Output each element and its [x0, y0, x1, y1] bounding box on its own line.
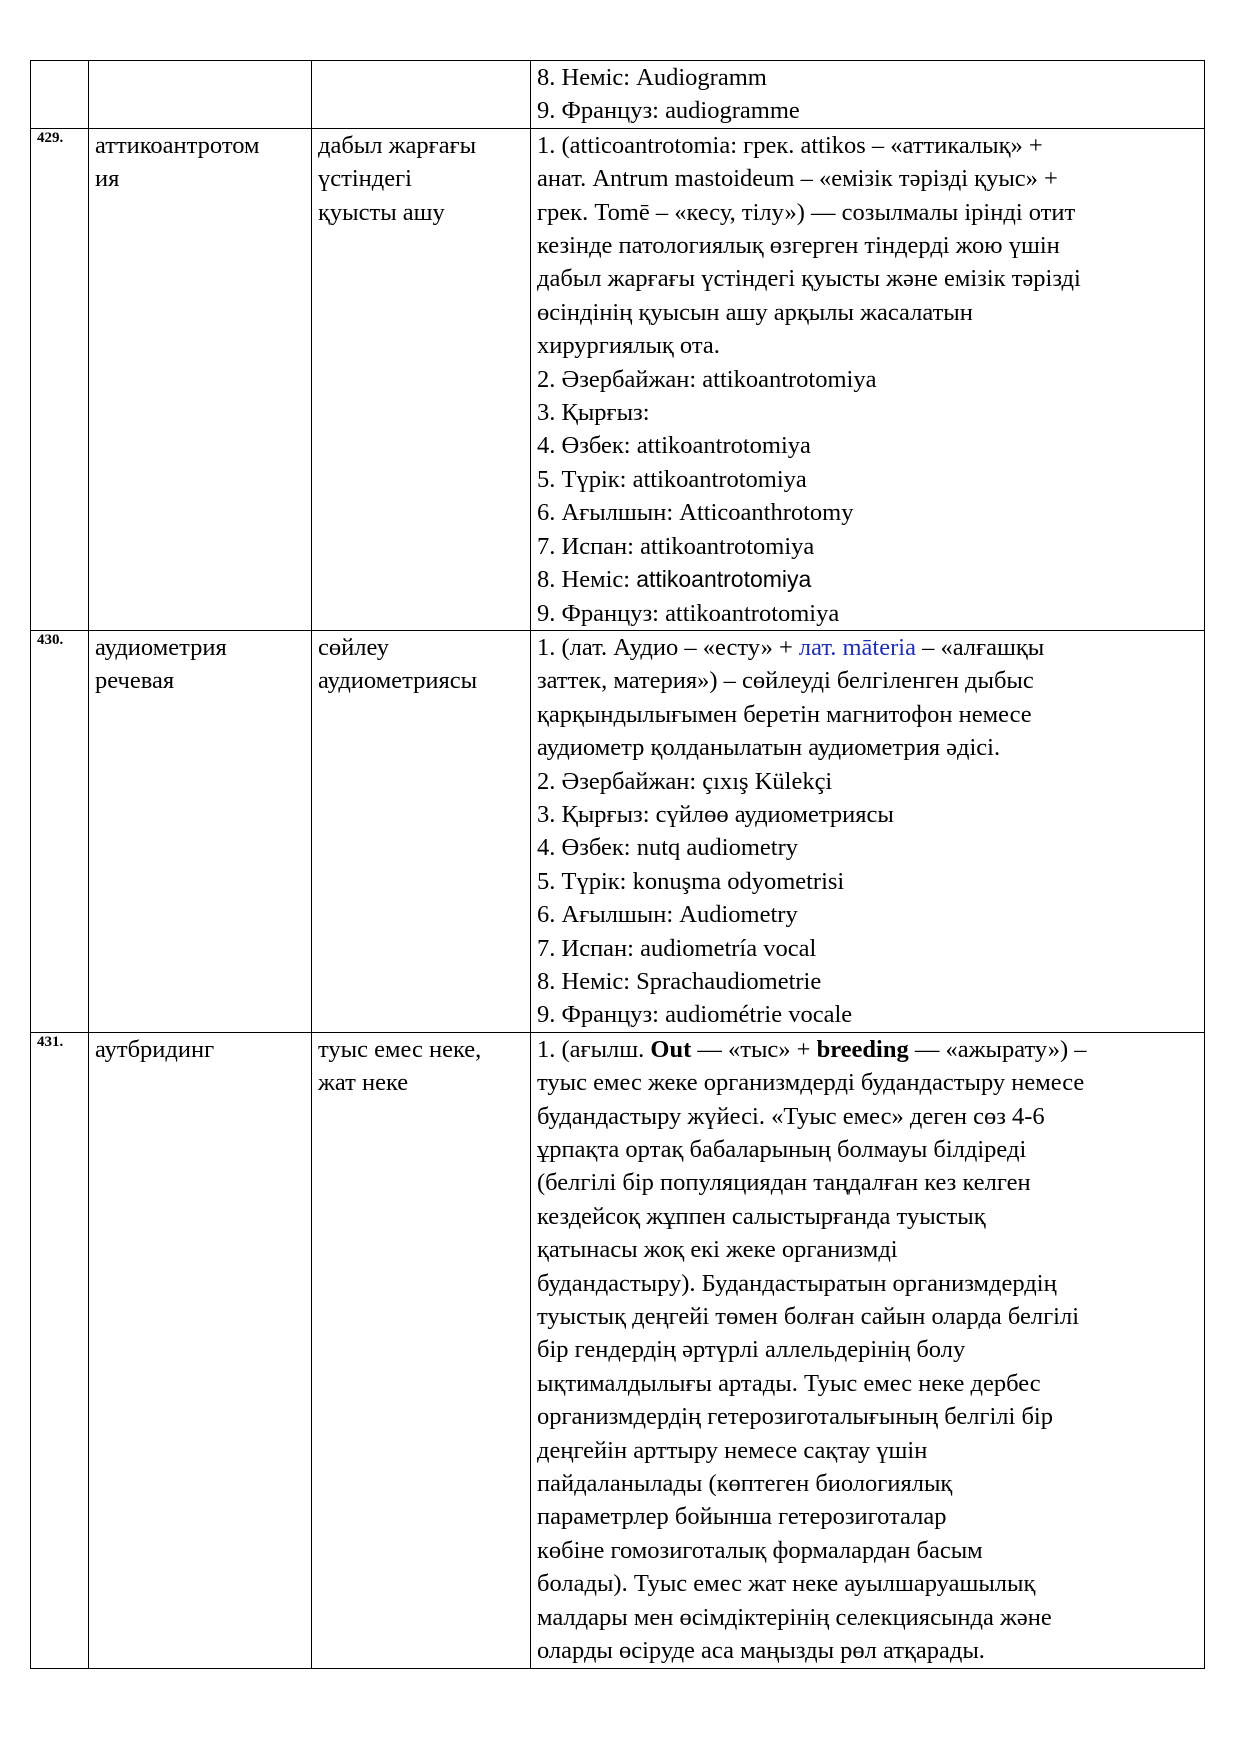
definition-line: 4. Өзбек: attikoantrotomiya: [537, 432, 811, 460]
definition-line: 3. Қырғыз: сүйлөө аудиометриясы: [537, 800, 894, 828]
definition-text: 1. (ағылш.: [537, 1035, 651, 1063]
definition-line: пайдаланылады (көптеген биологиялық: [537, 1470, 953, 1498]
definition-line: хирургиялық ота.: [537, 332, 720, 360]
definition-line: параметрлер бойынша гетерозиготалар: [537, 1503, 947, 1531]
entry-number: 430.: [37, 631, 64, 648]
definition-line: организмдердің гетерозиготалығының белгілі бір: [537, 1403, 1053, 1431]
kazakh-term-line: үстіндегі: [318, 165, 412, 193]
definition-line: 6. Ағылшын: Atticoanthrotomy: [537, 499, 854, 527]
definition-line: өсіндінің қуысын ашу арқылы жасалатын: [537, 298, 973, 326]
definition-line: 5. Түрік: konuşma odyometrisi: [537, 867, 845, 895]
term-line: аудиометрия: [95, 633, 227, 661]
entry-number: 431.: [37, 1033, 64, 1050]
definition-text: — «тыс» +: [691, 1035, 817, 1063]
definition-line: туыстық деңгейі төмен болған сайын оларда белгілі: [537, 1303, 1080, 1331]
definition-line: 2. Әзербайжан: çıxış Külekçi: [537, 767, 833, 795]
term-cell: [89, 61, 312, 129]
definition-line: (белгілі бір популяциядан таңдалған кез келген: [537, 1169, 1031, 1197]
definition-line: ықтималдылығы артады. Туыс емес неке дербес: [537, 1369, 1041, 1397]
entry-number-cell: [31, 128, 89, 630]
definition-line: дабыл жарғағы үстіндегі қуысты және емізік тәрізді: [537, 265, 1081, 293]
kazakh-term-line: жат неке: [318, 1069, 409, 1097]
term-cell: [89, 630, 312, 1032]
definition-line: 8. Неміс: Sprachaudiometrie: [537, 967, 822, 995]
dictionary-page: [30, 60, 1204, 1669]
definition-line: кездейсоқ жұппен салыстырғанда туыстық: [537, 1202, 986, 1230]
definition-line: 1. (atticoantrotomia: грек. attikos – «аттикалық» +: [537, 131, 1043, 159]
definition-line: [537, 563, 1198, 596]
definition-line: 3. Қырғыз:: [537, 399, 650, 427]
kazakh-term-line: аудиометриясы: [318, 667, 478, 695]
term-line: аттикоантротом: [95, 131, 260, 159]
language-label: 8. Неміс:: [537, 566, 637, 594]
entry-number: 429.: [37, 129, 64, 146]
definition-cell: [531, 1032, 1205, 1668]
latin-term-highlight: лат. māteria: [798, 633, 916, 661]
definition-line: грек. Tomē – «кесу, тілу») — созылмалы ірінді отит: [537, 198, 1076, 226]
definition-line: оларды өсіруде аса маңызды рөл атқарады.: [537, 1637, 985, 1665]
definition-line: 4. Өзбек: nutq audiometry: [537, 834, 798, 862]
table-row: [31, 1032, 1205, 1668]
definition-line: будандастыру). Будандастыратын организмдердің: [537, 1269, 1057, 1297]
kazakh-term-line: қуысты ашу: [318, 198, 445, 226]
definition-line: туыс емес жеке организмдерді будандастыру немесе: [537, 1069, 1085, 1097]
term-cell: [89, 1032, 312, 1668]
kazakh-term-line: туыс емес неке,: [318, 1035, 482, 1063]
definition-line: 9. Француз: audiométrie vocale: [537, 1001, 853, 1029]
definition-text: 1. (лат. Аудио – «есту» +: [537, 633, 799, 661]
definition-line: көбіне гомозиготалық формалардан басым: [537, 1536, 983, 1564]
term-cell: [89, 128, 312, 630]
definition-line: бір гендердің әртүрлі аллельдерінің болу: [537, 1336, 966, 1364]
definition-cell: [531, 630, 1205, 1032]
kazakh-term-cell: [312, 630, 531, 1032]
definition-text: – «алғашқы: [915, 633, 1045, 661]
definition-line: аудиометр қолданылатын аудиометрия әдісі.: [537, 734, 1001, 762]
definition-line: 2. Әзербайжан: attikoantrotomiya: [537, 365, 877, 393]
definition-line: 9. Француз: attikoantrotomiya: [537, 599, 840, 627]
translation-value: attikoantrotomiya: [636, 566, 812, 593]
definition-line: 8. Неміс: Audiogramm: [537, 64, 767, 91]
table-row: [31, 630, 1205, 1032]
table-row: [31, 128, 1205, 630]
definition-line: 6. Ағылшын: Audiometry: [537, 901, 798, 929]
definition-line: болады). Туыс емес жат неке ауылшаруашылық: [537, 1570, 1036, 1598]
kazakh-term-line: сөйлеу: [318, 633, 389, 661]
entry-number-cell: [31, 1032, 89, 1668]
definition-line: [537, 631, 1198, 664]
definition-line: деңгейін арттыру немесе сақтау үшін: [537, 1436, 928, 1464]
definition-line: будандастыру жүйесі. «Туыс емес» деген сөз 4-6: [537, 1102, 1045, 1130]
definition-line: 7. Испан: attikoantrotomiya: [537, 532, 815, 560]
entry-number-cell: [31, 630, 89, 1032]
definition-line: кезінде патологиялық өзгерген тіндерді жою үшін: [537, 232, 1060, 260]
english-term-bold: Out: [650, 1035, 692, 1063]
definition-line: 9. Француз: audiogramme: [537, 97, 800, 125]
kazakh-term-cell: [312, 61, 531, 129]
definition-line: малдары мен өсімдіктерінің селекциясында және: [537, 1603, 1052, 1631]
term-line: аутбридинг: [95, 1035, 215, 1063]
english-term-bold: breeding: [816, 1035, 909, 1063]
kazakh-term-cell: [312, 1032, 531, 1668]
term-line: ия: [95, 165, 120, 193]
kazakh-term-line: дабыл жарғағы: [318, 131, 477, 159]
definition-line: 7. Испан: audiometría vocal: [537, 934, 817, 962]
definition-cell: [531, 61, 1205, 129]
definition-cell: [531, 128, 1205, 630]
definition-line: 5. Түрік: attikoantrotomiya: [537, 465, 807, 493]
definition-line: қатынасы жоқ екі жеке организмді: [537, 1236, 898, 1264]
definition-line: [537, 1033, 1198, 1066]
definition-line: заттек, материя») – сөйлеуді белгіленген дыбыс: [537, 667, 1034, 695]
dictionary-table: [30, 60, 1205, 1669]
kazakh-term-cell: [312, 128, 531, 630]
definition-line: анат. Antrum mastoideum – «емізік тәрізді қуыс» +: [537, 165, 1058, 193]
definition-text: — «ажырату») –: [908, 1035, 1087, 1063]
term-line: речевая: [95, 667, 175, 695]
definition-line: қарқындылығымен беретін магнитофон немесе: [537, 700, 1032, 728]
table-row: [31, 61, 1205, 129]
definition-line: ұрпақта ортақ бабаларының болмауы білдіреді: [537, 1136, 1027, 1163]
entry-number-cell: [31, 61, 89, 129]
